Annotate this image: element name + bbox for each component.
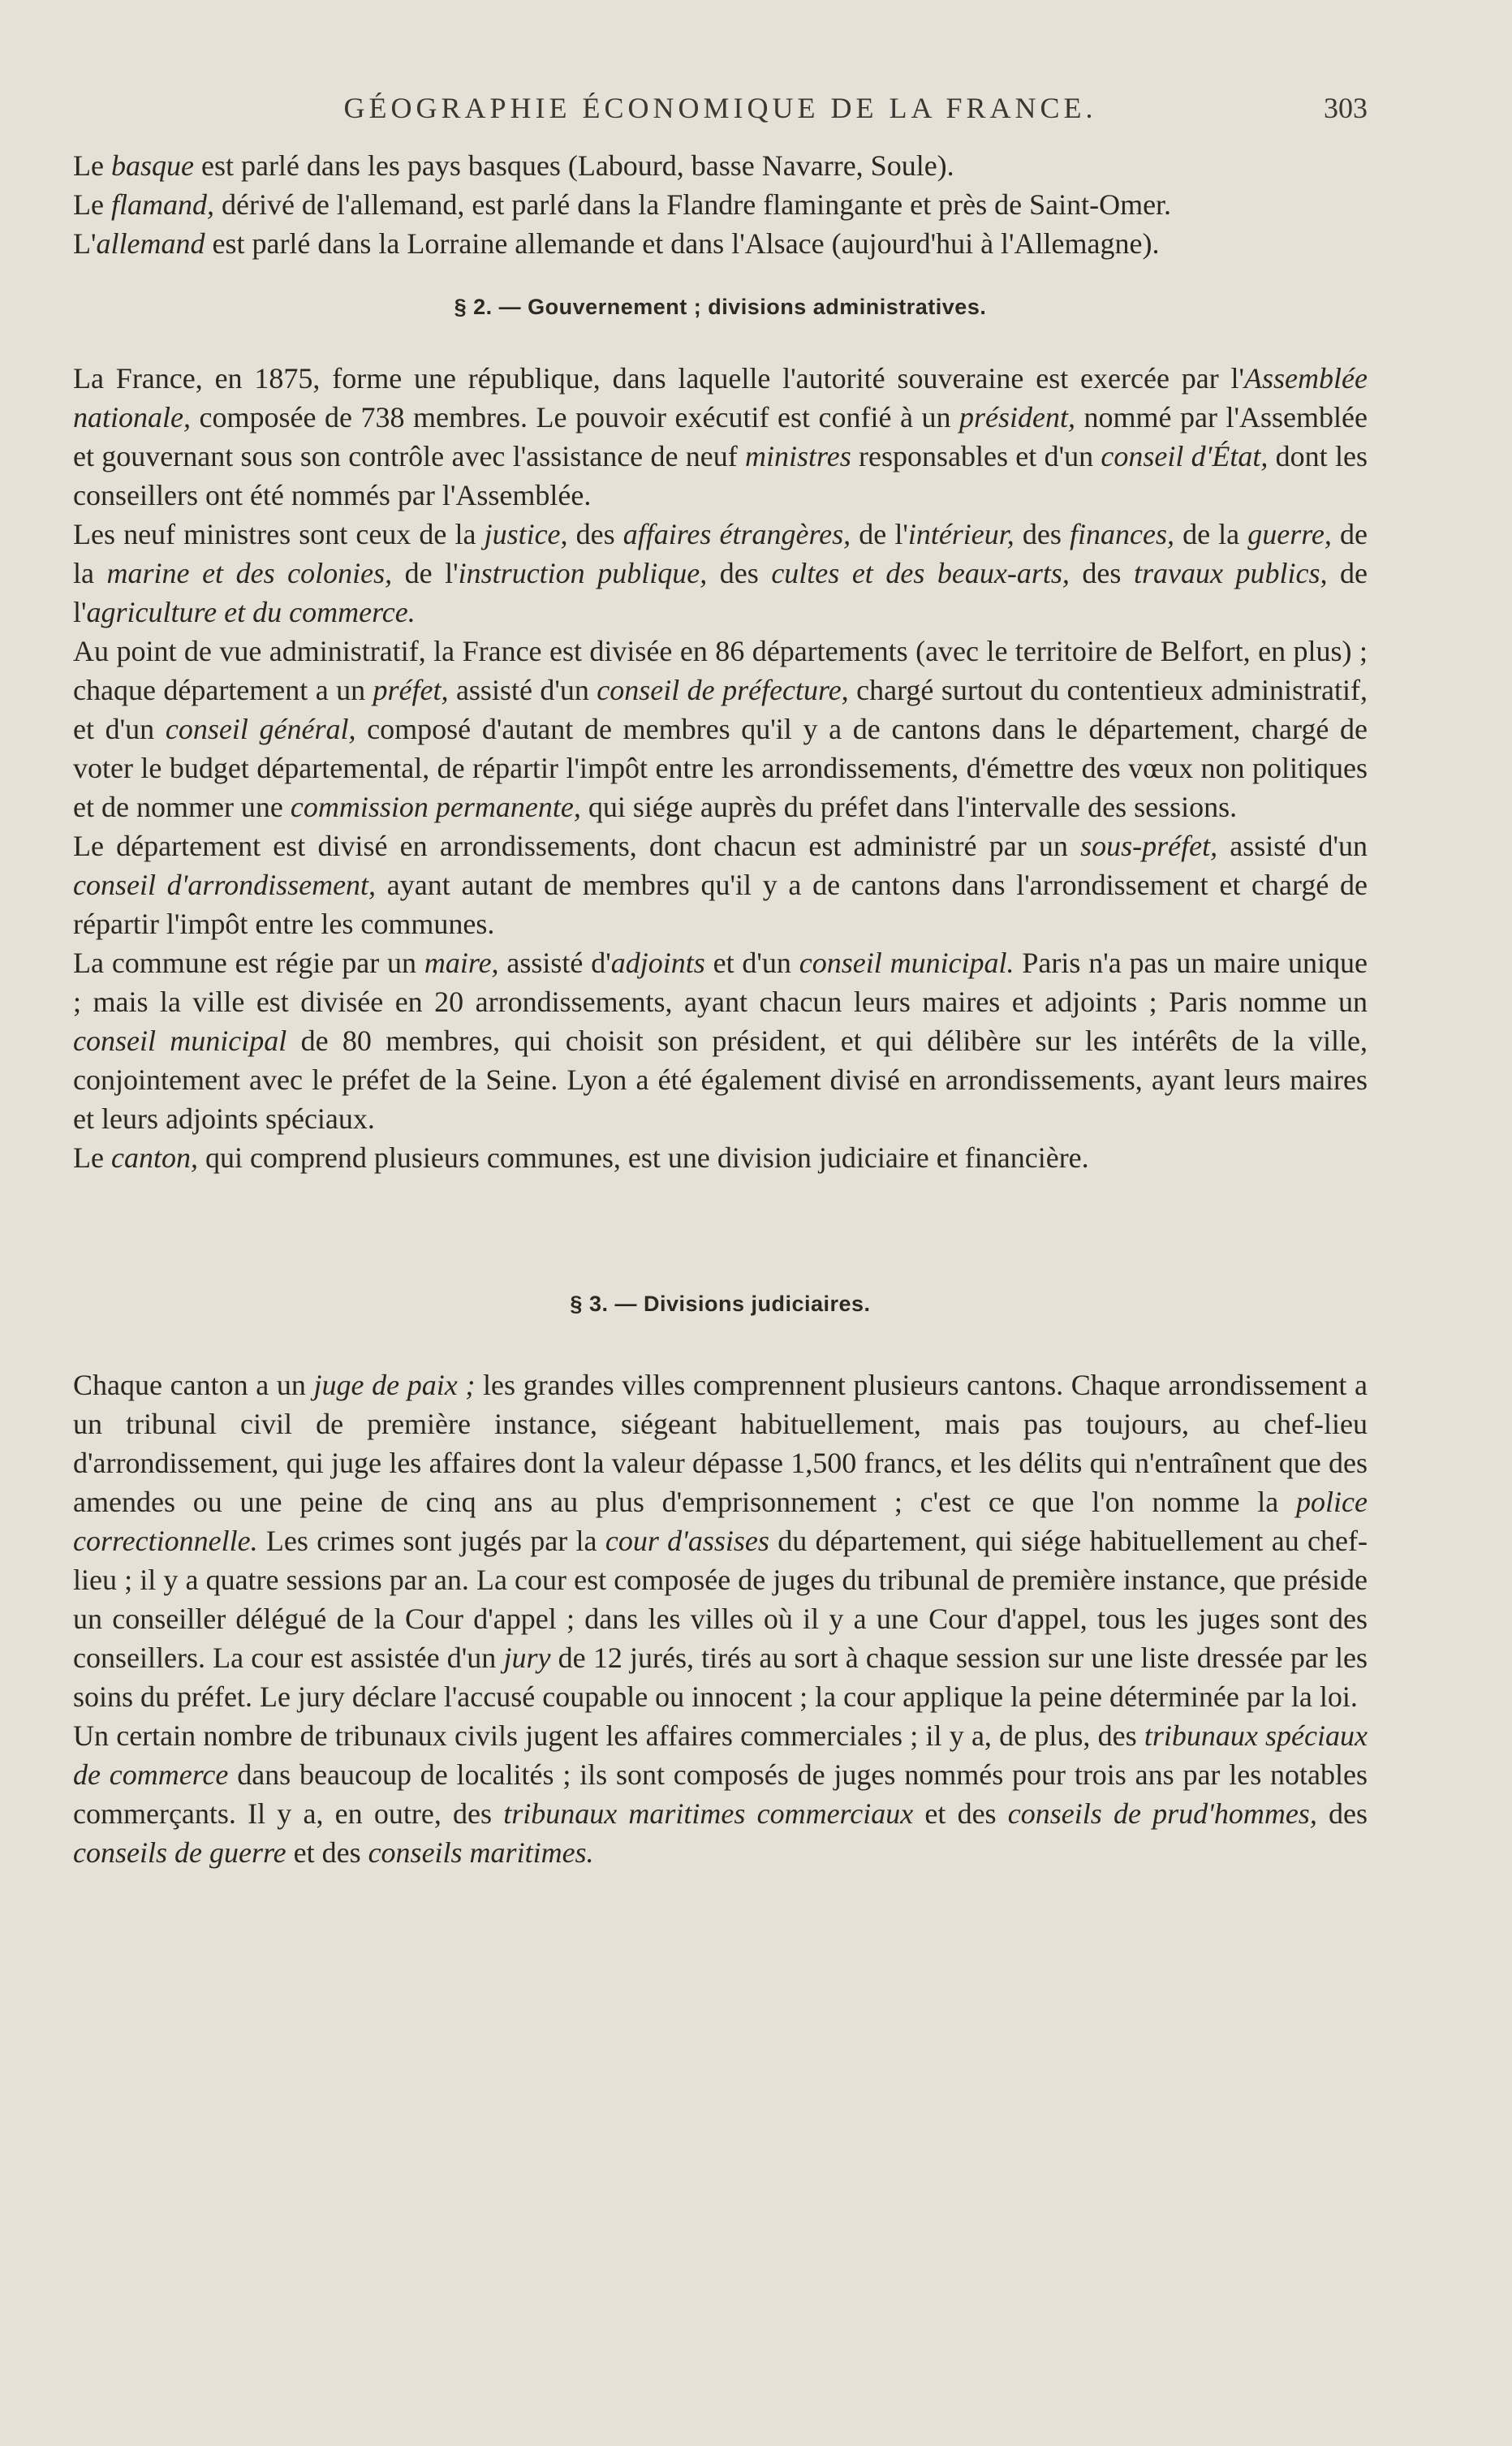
text-run: Chaque canton a un bbox=[73, 1369, 314, 1401]
body-text bbox=[73, 146, 1368, 1872]
italic-term: ministres bbox=[745, 440, 851, 472]
section-2-heading: § 2. — Gouvernement ; divisions administratives. bbox=[454, 295, 987, 319]
italic-term: cour d'assises bbox=[605, 1525, 769, 1557]
italic-term: conseil municipal. bbox=[799, 947, 1014, 979]
italic-term: flamand, bbox=[110, 188, 214, 221]
text-run: Le bbox=[73, 188, 111, 221]
paragraph-departements bbox=[73, 632, 1368, 826]
text-run: Au point de vue administratif, la France est divisée en 86 départements (avec le territoire de Belfort, en plus) ; chaque département a un bbox=[73, 635, 1368, 706]
italic-term: tribunaux maritimes commerciaux bbox=[503, 1797, 914, 1830]
text-run: La France, en 1875, forme une république, dans laquelle l'autorité souveraine est exercée par l' bbox=[73, 362, 1245, 395]
italic-term: conseil de préfecture, bbox=[597, 674, 849, 706]
text-run: responsables et d'un bbox=[851, 440, 1101, 472]
section-3-heading: § 3. — Divisions judiciaires. bbox=[570, 1292, 871, 1316]
italic-term: marine et des colonies, bbox=[106, 557, 393, 589]
italic-term: canton, bbox=[110, 1141, 198, 1174]
text-run: nommé par l'Assemblée et gouvernant sous son contrôle avec l'assistance de neuf bbox=[73, 401, 1368, 472]
paragraph-flamand bbox=[73, 185, 1368, 224]
italic-term: tribunaux spéciaux de commerce bbox=[73, 1719, 1368, 1791]
text-run: Le bbox=[73, 1141, 111, 1174]
italic-term: police correctionnelle. bbox=[73, 1486, 1368, 1557]
italic-term: intérieur, bbox=[907, 518, 1014, 550]
text-run: Le département est divisé en arrondissements, dont chacun est administré par un bbox=[73, 830, 1081, 862]
italic-term: guerre, bbox=[1247, 518, 1332, 550]
italic-term: instruction publique, bbox=[458, 557, 708, 589]
text-run: dont les conseillers ont été nommés par l'Assemblée. bbox=[73, 440, 1368, 511]
page-number: 303 bbox=[1324, 92, 1368, 124]
text-run: Paris n'a pas un maire unique ; mais la ville est divisée en 20 arrondissements, ayant chacun leurs maires et adjoints ; Paris nomme un bbox=[73, 947, 1368, 1018]
text-run: composé d'autant de membres qu'il y a de cantons dans le département, chargé de voter le budget départemental, de répartir l'impôt entre les arrondissements, d'émettre des vœux non politiques et de nommer une bbox=[73, 713, 1368, 823]
text-run: Le bbox=[73, 149, 111, 182]
text-run: de 80 membres, qui choisit son président, et qui délibère sur les intérêts de la ville, conjointement avec le préfet de la Seine. Lyon a été également divisé en arrondissements, ayant leurs maires et leurs adjoints spéciaux. bbox=[73, 1025, 1368, 1135]
italic-term: conseil d'arrondissement, bbox=[73, 869, 377, 901]
italic-term: conseils de prud'hommes, bbox=[1007, 1797, 1317, 1830]
text-run: dérivé de l'allemand, est parlé dans la Flandre flamingante et près de Saint-Omer. bbox=[213, 188, 1172, 221]
text-run: de la bbox=[1174, 518, 1248, 550]
italic-term: président, bbox=[959, 401, 1076, 434]
text-run: qui comprend plusieurs communes, est une division judiciaire et financière. bbox=[197, 1141, 1089, 1174]
text-run: de la bbox=[73, 518, 1368, 589]
text-run: de l' bbox=[73, 557, 1368, 628]
text-run: L' bbox=[73, 227, 97, 260]
italic-term: adjoints bbox=[610, 947, 705, 979]
italic-term: affaires étrangères, bbox=[622, 518, 851, 550]
text-run: qui siége auprès du préfet dans l'intervalle des sessions. bbox=[580, 791, 1238, 823]
text-run: et des bbox=[286, 1836, 368, 1869]
italic-term: sous-préfet, bbox=[1080, 830, 1218, 862]
italic-term: conseils de guerre bbox=[73, 1836, 286, 1869]
text-run: des bbox=[1014, 518, 1070, 550]
running-head bbox=[73, 91, 1368, 132]
italic-term: Assemblée nationale, bbox=[73, 362, 1368, 434]
running-head-title: GÉOGRAPHIE ÉCONOMIQUE DE LA FRANCE. bbox=[343, 92, 1097, 124]
italic-term: conseils maritimes. bbox=[368, 1836, 594, 1869]
text-run: ayant autant de membres qu'il y a de cantons dans l'arrondissement et chargé de répartir l'impôt entre les communes. bbox=[73, 869, 1368, 940]
italic-term: cultes et des beaux-arts, bbox=[771, 557, 1070, 589]
paragraph-arrondissements bbox=[73, 826, 1368, 943]
italic-term: juge de paix ; bbox=[313, 1369, 476, 1401]
italic-term: basque bbox=[110, 149, 194, 182]
italic-term: conseil d'État, bbox=[1101, 440, 1269, 472]
text-run: du département, qui siége habituellement au chef-lieu ; il y a quatre sessions par an. La cour est composée de juges du tribunal de première instance, que préside un conseiller délégué de la Cour d'appel ; dans les villes où il y a une Cour d'appel, tous les juges sont des conseillers. La cour est assistée d'un bbox=[73, 1525, 1368, 1674]
text-run: assisté d'un bbox=[448, 674, 597, 706]
text-run: de l' bbox=[851, 518, 908, 550]
italic-term: préfet, bbox=[373, 674, 449, 706]
text-run: chargé surtout du contentieux administratif, et d'un bbox=[73, 674, 1368, 745]
text-run: de 12 jurés, tirés au sort à chaque session sur une liste dressée par les soins du préfet. Le jury déclare l'accusé coupable ou innocent ; la cour applique la peine déterminée par la loi. bbox=[73, 1641, 1368, 1713]
text-run: de l' bbox=[392, 557, 459, 589]
text-run: Les neuf ministres sont ceux de la bbox=[73, 518, 485, 550]
text-run: assisté d' bbox=[498, 947, 611, 979]
paragraph-canton bbox=[73, 1138, 1368, 1177]
text-run: des bbox=[1069, 557, 1134, 589]
italic-term: conseil municipal bbox=[73, 1025, 287, 1057]
paragraph-commune bbox=[73, 943, 1368, 1138]
paragraph-ministres bbox=[73, 515, 1368, 632]
italic-term: jury bbox=[503, 1641, 551, 1674]
text-run: La commune est régie par un bbox=[73, 947, 424, 979]
paragraph-basque bbox=[73, 146, 1368, 185]
text-run: est parlé dans la Lorraine allemande et dans l'Alsace (aujourd'hui à l'Allemagne). bbox=[205, 227, 1160, 260]
italic-term: travaux publics, bbox=[1133, 557, 1328, 589]
text-run: dans beaucoup de localités ; ils sont composés de juges nommés pour trois ans par les notables commerçants. Il y a, en outre, des bbox=[73, 1758, 1368, 1830]
paragraph-tribunaux bbox=[73, 1716, 1368, 1872]
text-run: et d'un bbox=[704, 947, 799, 979]
paragraph-allemand bbox=[73, 224, 1368, 263]
italic-term: allemand bbox=[96, 227, 205, 260]
text-run: des bbox=[707, 557, 772, 589]
text-run: Les crimes sont jugés par la bbox=[257, 1525, 605, 1557]
text-run: des bbox=[567, 518, 623, 550]
text-run: les grandes villes comprennent plusieurs cantons. Chaque arrondissement a un tribunal civil de première instance, siégeant habituellement, mais pas toujours, au chef-lieu d'arrondissement, qui juge les affaires dont la valeur dépasse 1,500 francs, et les délits qui n'entraînent que des amendes ou une peine de cinq ans au plus d'emprisonnement ; c'est ce que l'on nomme la bbox=[73, 1369, 1368, 1518]
text-run: des bbox=[1316, 1797, 1368, 1830]
italic-term: commission permanente, bbox=[290, 791, 581, 823]
paragraph-juge-de-paix bbox=[73, 1365, 1368, 1716]
italic-term: agriculture et du commerce. bbox=[86, 596, 416, 628]
text-run: Un certain nombre de tribunaux civils jugent les affaires commerciales ; il y a, de plus, des bbox=[73, 1719, 1144, 1752]
text-run: et des bbox=[913, 1797, 1008, 1830]
italic-term: conseil général, bbox=[165, 713, 356, 745]
text-run: composée de 738 membres. Le pouvoir exécutif est confié à un bbox=[190, 401, 960, 434]
text-run: est parlé dans les pays basques (Labourd, basse Navarre, Soule). bbox=[193, 149, 954, 182]
paragraph-republique bbox=[73, 359, 1368, 515]
text-run: assisté d'un bbox=[1217, 830, 1368, 862]
italic-term: maire, bbox=[424, 947, 499, 979]
italic-term: justice, bbox=[484, 518, 568, 550]
italic-term: finances, bbox=[1070, 518, 1174, 550]
